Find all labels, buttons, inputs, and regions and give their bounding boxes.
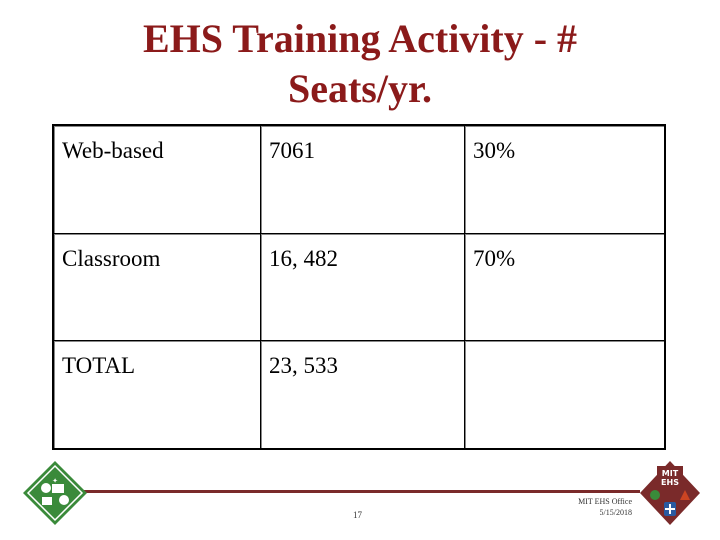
table-row	[53, 125, 665, 233]
logo-main-text: EHS	[661, 478, 679, 487]
seats-value: 7061	[261, 125, 465, 233]
percent-value: 70%	[465, 233, 666, 340]
row-label: TOTAL	[53, 341, 261, 449]
slide-title	[60, 14, 660, 114]
svg-text:✦: ✦	[52, 477, 58, 485]
leaf-icon	[650, 490, 660, 500]
logo-top-text: MIT	[661, 469, 679, 478]
seats-value: 16, 482	[261, 233, 465, 340]
ehs-green-diamond-logo	[22, 460, 88, 526]
percent-value	[465, 341, 666, 449]
training-seats-table	[52, 124, 666, 450]
title-line-1: EHS Training Activity - #	[142, 16, 578, 61]
office-info	[572, 496, 632, 518]
row-label: Web-based	[53, 125, 261, 233]
seats-value: 23, 533	[261, 341, 465, 449]
office-name: MIT EHS Office	[578, 497, 632, 506]
footer-divider	[80, 490, 640, 493]
table-row	[53, 341, 665, 449]
row-label: Classroom	[53, 233, 261, 340]
office-date: 5/15/2018	[599, 508, 632, 517]
slide-number: 17	[353, 510, 362, 520]
table-row	[53, 233, 665, 340]
mit-ehs-logo	[639, 460, 701, 526]
percent-value: 30%	[465, 125, 666, 233]
title-line-2: Seats/yr.	[287, 66, 433, 111]
